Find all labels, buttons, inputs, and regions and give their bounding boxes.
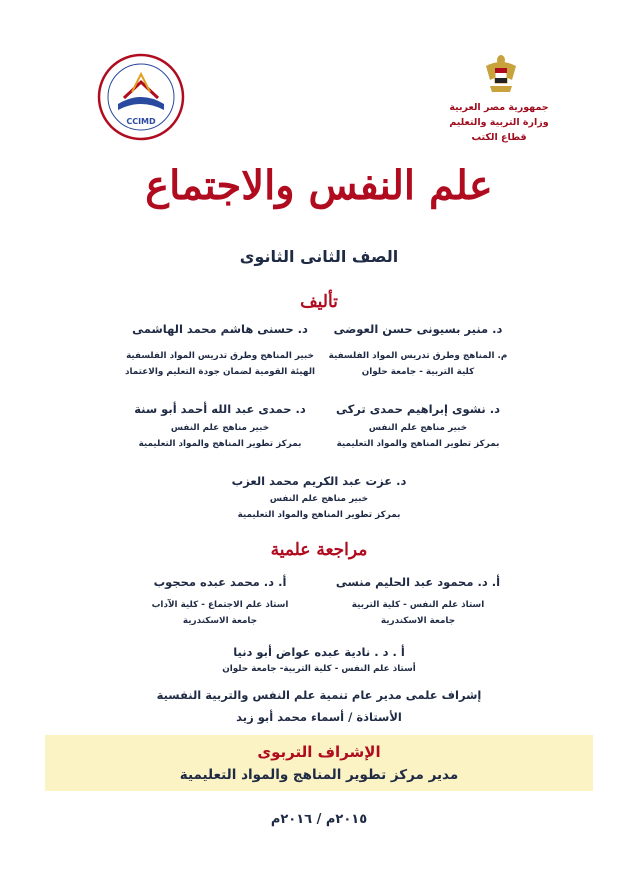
ccimd-logo-icon bbox=[96, 52, 186, 142]
book-title: علم النفس والاجتماع bbox=[145, 162, 493, 209]
author-name: د. حسنى هاشم محمد الهاشمى bbox=[132, 322, 308, 336]
author-affiliation: كلية التربية - جامعة حلوان bbox=[361, 367, 475, 377]
reviewer-affiliation: استاذ علم الاجتماع - كلية الآداب bbox=[151, 600, 289, 610]
egypt-eagle-emblem-icon bbox=[484, 52, 518, 96]
reviewer-affiliation: استاذ علم النفس - كلية التربية bbox=[351, 600, 485, 610]
reviewer-affiliation: جامعة الاسكندرية bbox=[182, 616, 258, 626]
author-card bbox=[0, 474, 638, 523]
reviewer-name: أ. د. محمود عبد الحليم منسى bbox=[335, 575, 501, 589]
author-affiliation: بمركز تطوير المناهج والمواد التعليمية bbox=[336, 439, 500, 449]
author-card bbox=[100, 322, 340, 380]
reviewer-affiliation: جامعة الاسكندرية bbox=[380, 616, 456, 626]
author-affiliation: خبير مناهج علم النفس bbox=[269, 494, 369, 504]
ministry-block bbox=[444, 100, 554, 145]
reviewer-name: أ. د. محمد عبده محجوب bbox=[153, 575, 287, 589]
edition-date: ٢٠١٥م / ٢٠١٦م bbox=[270, 812, 368, 827]
author-name: د. منير بسيونى حسن العوضى bbox=[333, 322, 503, 336]
author-name: د. حمدى عبد الله أحمد أبو سنة bbox=[134, 402, 306, 416]
author-affiliation: خبير مناهج علم النفس bbox=[170, 423, 270, 433]
scientific-supervision: إشراف علمى مدير عام تنمية علم النفس والتربية النفسية bbox=[156, 688, 482, 702]
ministry-line-country: جمهورية مصر العربية bbox=[449, 102, 549, 113]
educational-supervision-subtitle: مدير مركز تطوير المناهج والمواد التعليمية bbox=[179, 767, 459, 783]
author-affiliation: م. المناهج وطرق تدريس المواد الفلسفية bbox=[328, 351, 508, 361]
author-name: د. نشوى إبراهيم حمدى تركى bbox=[335, 402, 501, 416]
author-affiliation: بمركز تطوير المناهج والمواد التعليمية bbox=[237, 510, 401, 520]
author-card bbox=[100, 402, 340, 452]
reviewers-heading: مراجعة علمية bbox=[270, 540, 368, 560]
ccimd-logo-text: CCIMD bbox=[126, 117, 156, 126]
ministry-line-ministry: وزارة التربية والتعليم bbox=[449, 117, 549, 128]
ministry-line-sector: قطاع الكتب bbox=[471, 132, 527, 143]
reviewer-name: أ . د . نادية عبده عواض أبو دنيا bbox=[233, 645, 405, 659]
author-affiliation: الهيئة القومية لضمان جودة التعليم والاعتماد bbox=[124, 367, 316, 377]
author-name: د. عزت عبد الكريم محمد العزب bbox=[231, 474, 407, 488]
author-affiliation: خبير مناهج علم النفس bbox=[368, 423, 468, 433]
author-affiliation: خبير المناهج وطرق تدريس المواد الفلسفية bbox=[126, 351, 314, 361]
educational-supervision-title: الإشراف التربوى bbox=[257, 743, 381, 761]
author-affiliation: بمركز تطوير المناهج والمواد التعليمية bbox=[138, 439, 302, 449]
scientific-supervisor: الأستاذة / أسماء محمد أبو زيد bbox=[236, 710, 402, 724]
reviewer-card bbox=[0, 645, 638, 677]
reviewer-card bbox=[100, 575, 340, 629]
reviewer-affiliation: أستاذ علم النفس - كلية التربية- جامعة حلوان bbox=[222, 664, 416, 674]
authors-heading: تأليف bbox=[300, 292, 338, 312]
book-grade: الصف الثانى الثانوى bbox=[239, 247, 399, 266]
